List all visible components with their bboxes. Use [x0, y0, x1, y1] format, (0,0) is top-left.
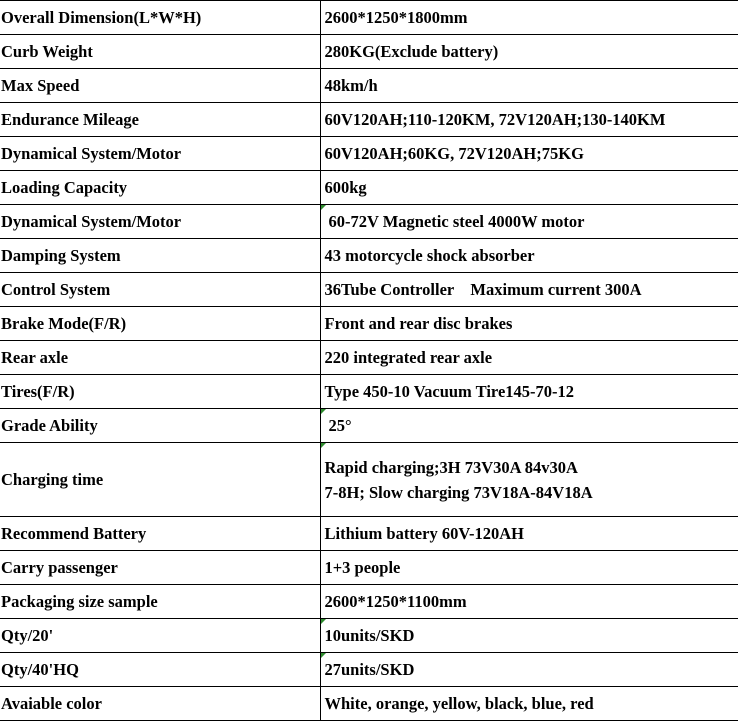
spec-label: Brake Mode(F/R): [0, 307, 320, 341]
table-row: [0, 409, 738, 443]
cell-marker-icon: [321, 619, 326, 624]
spec-label: Loading Capacity: [0, 171, 320, 205]
table-row: [0, 517, 738, 551]
spec-label: Curb Weight: [0, 35, 320, 69]
spec-value: 10units/SKD: [325, 626, 415, 645]
table-row: [0, 307, 738, 341]
table-row: [0, 687, 738, 721]
spec-value: 220 integrated rear axle: [320, 341, 738, 375]
spec-label: Charging time: [0, 443, 320, 517]
spec-label: Dynamical System/Motor: [0, 205, 320, 239]
spec-value: 48km/h: [320, 69, 738, 103]
table-row: [0, 653, 738, 687]
table-row: [0, 585, 738, 619]
spec-label: Rear axle: [0, 341, 320, 375]
spec-value: White, orange, yellow, black, blue, red: [320, 687, 738, 721]
spec-value: 25°: [329, 416, 352, 435]
cell-marker-icon: [321, 653, 326, 658]
spec-label: Avaiable color: [0, 687, 320, 721]
cell-marker-icon: [321, 443, 326, 448]
spec-value-cell: [320, 619, 738, 653]
spec-label: Overall Dimension(L*W*H): [0, 1, 320, 35]
table-row: [0, 551, 738, 585]
cell-marker-icon: [321, 205, 326, 210]
table-row: [0, 619, 738, 653]
spec-value: 60V120AH;60KG, 72V120AH;75KG: [320, 137, 738, 171]
table-row: [0, 69, 738, 103]
table-row: [0, 1, 738, 35]
spec-value-cell: [320, 653, 738, 687]
spec-value: 43 motorcycle shock absorber: [320, 239, 738, 273]
table-row: [0, 239, 738, 273]
spec-value: Lithium battery 60V-120AH: [320, 517, 738, 551]
spec-label: Control System: [0, 273, 320, 307]
spec-label: Endurance Mileage: [0, 103, 320, 137]
spec-value-cell: [320, 205, 738, 239]
spec-value: 2600*1250*1100mm: [320, 585, 738, 619]
table-row: [0, 35, 738, 69]
spec-value-line: 7-8H; Slow charging 73V18A-84V18A: [325, 480, 738, 505]
table-row: [0, 375, 738, 409]
spec-label: Dynamical System/Motor: [0, 137, 320, 171]
cell-marker-icon: [321, 409, 326, 414]
spec-value: Type 450-10 Vacuum Tire145-70-12: [320, 375, 738, 409]
spec-value: 36Tube Controller Maximum current 300A: [320, 273, 738, 307]
spec-label: Max Speed: [0, 69, 320, 103]
table-row: [0, 103, 738, 137]
spec-value: 60V120AH;110-120KM, 72V120AH;130-140KM: [320, 103, 738, 137]
table-row: [0, 443, 738, 517]
spec-value: 1+3 people: [320, 551, 738, 585]
table-row: [0, 137, 738, 171]
spec-label: Tires(F/R): [0, 375, 320, 409]
spec-label: Qty/20': [0, 619, 320, 653]
spec-label: Qty/40'HQ: [0, 653, 320, 687]
spec-label: Carry passenger: [0, 551, 320, 585]
spec-label: Recommend Battery: [0, 517, 320, 551]
spec-value: 280KG(Exclude battery): [320, 35, 738, 69]
spec-value: 2600*1250*1800mm: [320, 1, 738, 35]
spec-label: Packaging size sample: [0, 585, 320, 619]
spec-value: 27units/SKD: [325, 660, 415, 679]
spec-value-cell: [320, 443, 738, 517]
spec-value: Front and rear disc brakes: [320, 307, 738, 341]
spec-value: 600kg: [320, 171, 738, 205]
spec-label: Damping System: [0, 239, 320, 273]
table-row: [0, 273, 738, 307]
table-row: [0, 171, 738, 205]
spec-value: 60-72V Magnetic steel 4000W motor: [329, 212, 585, 231]
spec-label: Grade Ability: [0, 409, 320, 443]
spec-value-line: Rapid charging;3H 73V30A 84v30A: [325, 455, 738, 480]
spec-value-cell: [320, 409, 738, 443]
table-row: [0, 341, 738, 375]
table-row: [0, 205, 738, 239]
